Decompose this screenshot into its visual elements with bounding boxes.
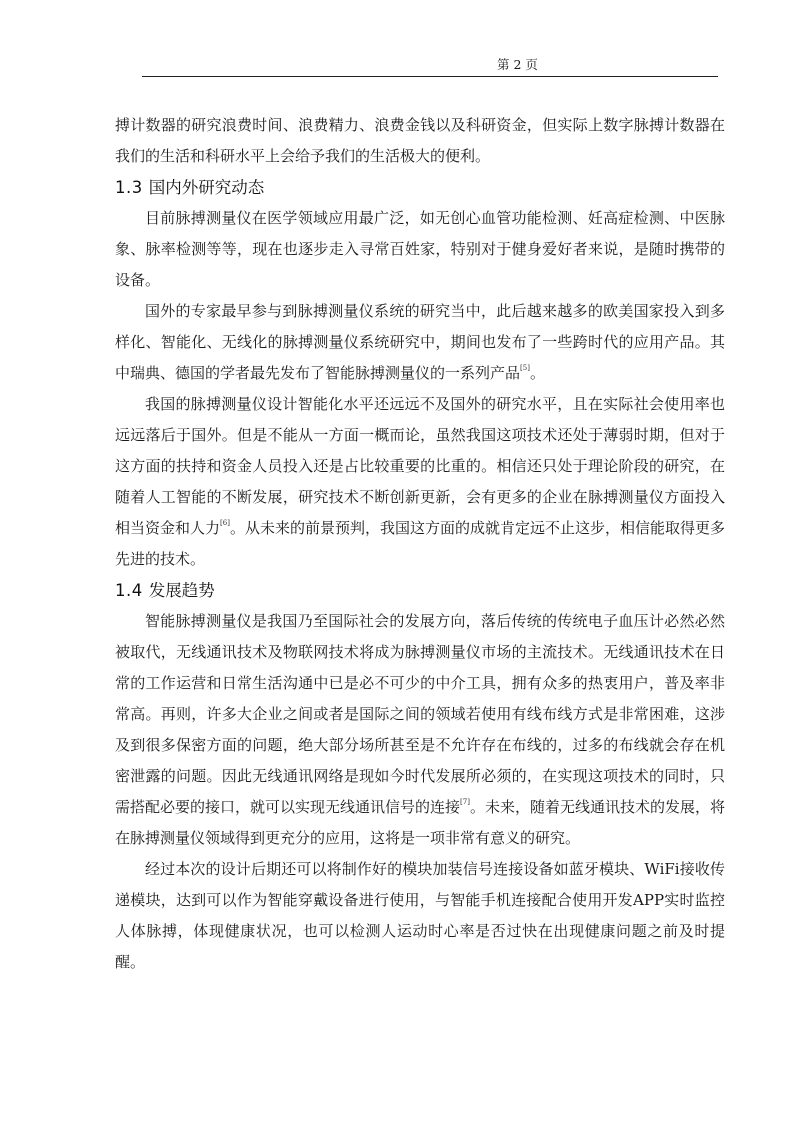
citation-ref: [6] xyxy=(220,519,230,527)
citation-ref: [5] xyxy=(520,364,530,372)
paragraph: 目前脉搏测量仪在医学领域应用最广泛，如无创心血管功能检测、妊高症检测、中医脉象、脉率检测等等，现在也逐步走入寻常百姓家，特别对于健身爱好者来说，是随时携带的设备。 xyxy=(115,209,725,289)
citation-ref: [7] xyxy=(460,798,470,806)
paragraph-text-tail: 。从未来的前景预判，我国这方面的成就肯定远不止这步，相信能取得更多先进的技术。 xyxy=(115,519,725,568)
paragraph-text: 国外的专家最早参与到脉搏测量仪系统的研究当中，此后越来越多的欧美国家投入到多样化、智能化、无线化的脉搏测量仪系统研究中，期间也发布了一些跨时代的应用产品。其中瑞典、德国的学者最先发布了智能脉搏测量仪的一系列产品 xyxy=(115,302,725,382)
section-heading-1-3 xyxy=(115,172,725,203)
paragraph-text: 我国的脉搏测量仪设计智能化水平还远远不及国外的研究水平，且在实际社会使用率也远远落后于国外。但是不能从一方面一概而论，虽然我国这项技术还处于薄弱时期，但对于这方面的扶持和资金人员投入还是占比较重要的比重的。相信还只处于理论阶段的研究，在随着人工智能的不断发展，研究技术不断创新更新，会有更多的企业在脉搏测量仪方面投入相当资金和人力 xyxy=(115,395,725,537)
section-heading-1-4 xyxy=(115,575,725,606)
section-title: 发展趋势 xyxy=(148,581,215,600)
paragraph: 经过本次的设计后期还可以将制作好的模块加装信号连接设备如蓝牙模块、WiFi接收传递模块，达到可以作为智能穿戴设备进行使用，与智能手机连接配合使用开发APP实时监控人体脉搏，体现健康状况，也可以检测人运动时心率是否过快在出现健康问题之前及时提醒。 xyxy=(115,860,725,971)
paragraph-continued: 搏计数器的研究浪费时间、浪费精力、浪费金钱以及科研资金，但实际上数字脉搏计数器在我们的生活和科研水平上会给予我们的生活极大的便利。 xyxy=(115,116,725,165)
paragraph-text-tail: 。 xyxy=(529,364,545,382)
section-number: 1.4 xyxy=(115,581,143,600)
paragraph xyxy=(115,296,725,389)
section-number: 1.3 xyxy=(115,178,143,197)
section-title: 国内外研究动态 xyxy=(148,178,265,197)
document-body xyxy=(115,110,725,978)
paragraph xyxy=(115,389,725,575)
paragraph-text-tail: 。未来，随着无线通讯技术的发展，将在脉搏测量仪领域得到更充分的应用，这将是一项非常有意义的研究。 xyxy=(115,798,725,847)
page-header xyxy=(142,58,718,77)
page-number: 第 2 页 xyxy=(497,57,538,72)
paragraph xyxy=(115,606,725,854)
paragraph-text: 智能脉搏测量仪是我国乃至国际社会的发展方向，落后传统的传统电子血压计必然必然被取代，无线通讯技术及物联网技术将成为脉搏测量仪市场的主流技术。无线通讯技术在日常的工作运营和日常生活沟通中已是必不可少的中介工具，拥有众多的热衷用户，普及率非常高。再则，许多大企业之间或者是国际之间的领域若使用有线布线方式是非常困难，这涉及到很多保密方面的问题，绝大部分场所甚至是不允许存在布线的，过多的布线就会存在机密泄露的问题。因此无线通讯网络是现如今时代发展所必须的，在实现这项技术的同时，只需搭配必要的接口，就可以实现无线通讯信号的连接 xyxy=(115,612,725,816)
